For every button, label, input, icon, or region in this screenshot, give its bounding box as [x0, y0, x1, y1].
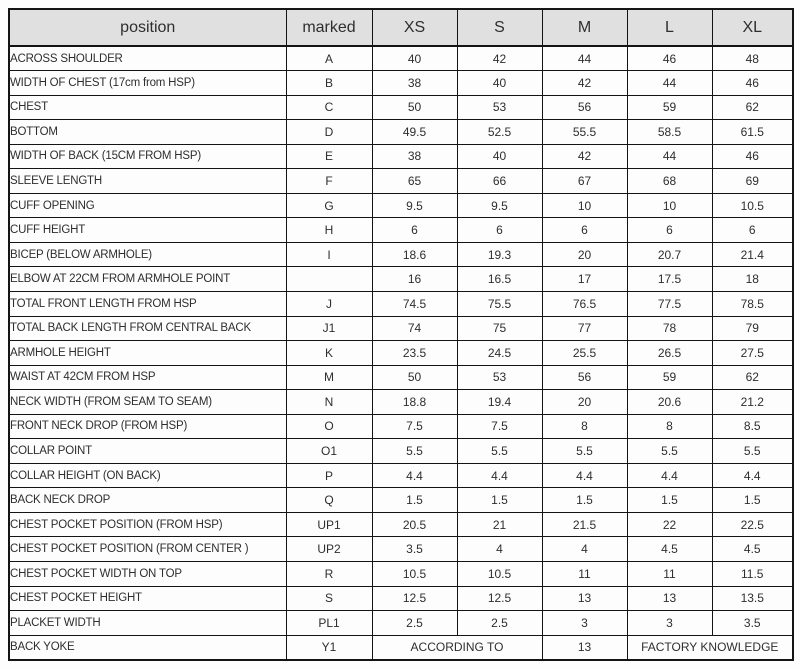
value-cell: 48 — [712, 46, 793, 71]
merged-value-cell: ACCORDING TO — [372, 635, 542, 660]
value-cell: 13 — [627, 586, 712, 611]
position-cell: WIDTH OF CHEST (17cm from HSP) — [9, 71, 286, 96]
value-cell: 50 — [372, 95, 457, 120]
value-cell: 44 — [542, 46, 627, 71]
table-row — [9, 611, 793, 636]
value-cell: 68 — [627, 169, 712, 194]
value-cell: 59 — [627, 365, 712, 390]
value-cell: 5.5 — [372, 439, 457, 464]
marked-cell: J1 — [286, 316, 372, 341]
value-cell: 23.5 — [372, 341, 457, 366]
value-cell: 55.5 — [542, 120, 627, 145]
table-row — [9, 414, 793, 439]
value-cell: 22 — [627, 512, 712, 537]
table-row — [9, 267, 793, 292]
value-cell: 49.5 — [372, 120, 457, 145]
table-row — [9, 218, 793, 243]
value-cell: 50 — [372, 365, 457, 390]
value-cell: 53 — [457, 365, 542, 390]
value-cell: 22.5 — [712, 512, 793, 537]
position-cell: ARMHOLE HEIGHT — [9, 341, 286, 366]
value-cell: 6 — [712, 218, 793, 243]
table-row — [9, 169, 793, 194]
value-cell: 76.5 — [542, 291, 627, 316]
value-cell: 20.5 — [372, 512, 457, 537]
table-row — [9, 512, 793, 537]
marked-cell: R — [286, 561, 372, 586]
marked-cell: UP2 — [286, 537, 372, 562]
value-cell: 27.5 — [712, 341, 793, 366]
value-cell: 56 — [542, 365, 627, 390]
value-cell: 10.5 — [372, 561, 457, 586]
value-cell: 21.2 — [712, 390, 793, 415]
position-cell: SLEEVE LENGTH — [9, 169, 286, 194]
value-cell: 46 — [712, 71, 793, 96]
value-cell: 19.3 — [457, 242, 542, 267]
value-cell: 20.6 — [627, 390, 712, 415]
value-cell: 1.5 — [627, 488, 712, 513]
marked-cell: I — [286, 242, 372, 267]
value-cell: 40 — [457, 144, 542, 169]
value-cell: 3.5 — [712, 611, 793, 636]
value-cell: 62 — [712, 365, 793, 390]
value-cell: 3.5 — [372, 537, 457, 562]
position-cell: CHEST POCKET POSITION (FROM HSP) — [9, 512, 286, 537]
position-cell: CUFF OPENING — [9, 193, 286, 218]
value-cell: 18.6 — [372, 242, 457, 267]
value-cell: 10.5 — [712, 193, 793, 218]
value-cell: 66 — [457, 169, 542, 194]
value-cell: 21 — [457, 512, 542, 537]
value-cell: 38 — [372, 71, 457, 96]
value-cell: 4 — [542, 537, 627, 562]
value-cell: 79 — [712, 316, 793, 341]
value-cell: 59 — [627, 95, 712, 120]
position-cell: TOTAL BACK LENGTH FROM CENTRAL BACK — [9, 316, 286, 341]
value-cell: 18 — [712, 267, 793, 292]
value-cell: 1.5 — [712, 488, 793, 513]
table-row — [9, 193, 793, 218]
value-cell: 4.4 — [627, 463, 712, 488]
value-cell: 18.8 — [372, 390, 457, 415]
value-cell: 52.5 — [457, 120, 542, 145]
size-spec-table — [8, 8, 794, 661]
table-row — [9, 316, 793, 341]
value-cell: 44 — [627, 144, 712, 169]
value-cell: 77.5 — [627, 291, 712, 316]
table-row — [9, 439, 793, 464]
value-cell: 10 — [627, 193, 712, 218]
marked-cell: PL1 — [286, 611, 372, 636]
value-cell: 69 — [712, 169, 793, 194]
column-header: marked — [286, 9, 372, 46]
position-cell: COLLAR HEIGHT (ON BACK) — [9, 463, 286, 488]
position-cell: PLACKET WIDTH — [9, 611, 286, 636]
table-header — [9, 9, 793, 46]
value-cell: 2.5 — [372, 611, 457, 636]
value-cell: 25.5 — [542, 341, 627, 366]
marked-cell: O — [286, 414, 372, 439]
column-header: XS — [372, 9, 457, 46]
value-cell: 3 — [627, 611, 712, 636]
value-cell: 9.5 — [372, 193, 457, 218]
value-cell: 16.5 — [457, 267, 542, 292]
table-row — [9, 586, 793, 611]
value-cell: 19.4 — [457, 390, 542, 415]
value-cell: 6 — [457, 218, 542, 243]
value-cell: 12.5 — [457, 586, 542, 611]
value-cell: 13.5 — [712, 586, 793, 611]
value-cell: 5.5 — [457, 439, 542, 464]
value-cell: 4.4 — [372, 463, 457, 488]
position-cell: CHEST POCKET POSITION (FROM CENTER ) — [9, 537, 286, 562]
position-cell: BACK YOKE — [9, 635, 286, 660]
value-cell: 74 — [372, 316, 457, 341]
marked-cell: N — [286, 390, 372, 415]
table-row — [9, 242, 793, 267]
marked-cell: B — [286, 71, 372, 96]
value-cell: 9.5 — [457, 193, 542, 218]
value-cell: 75 — [457, 316, 542, 341]
table-body — [9, 46, 793, 660]
value-cell: 5.5 — [712, 439, 793, 464]
value-cell: 12.5 — [372, 586, 457, 611]
marked-cell: D — [286, 120, 372, 145]
value-cell: 42 — [457, 46, 542, 71]
value-cell: 65 — [372, 169, 457, 194]
value-cell: 4.4 — [712, 463, 793, 488]
table-row — [9, 488, 793, 513]
position-cell: COLLAR POINT — [9, 439, 286, 464]
value-cell: 61.5 — [712, 120, 793, 145]
value-cell: 4.4 — [542, 463, 627, 488]
table-row — [9, 537, 793, 562]
table-row — [9, 291, 793, 316]
value-cell: 13 — [542, 586, 627, 611]
position-cell: TOTAL FRONT LENGTH FROM HSP — [9, 291, 286, 316]
marked-cell: A — [286, 46, 372, 71]
value-cell: 17.5 — [627, 267, 712, 292]
column-header: position — [9, 9, 286, 46]
position-cell: BOTTOM — [9, 120, 286, 145]
table-row — [9, 341, 793, 366]
marked-cell: J — [286, 291, 372, 316]
marked-cell: H — [286, 218, 372, 243]
value-cell: 78.5 — [712, 291, 793, 316]
table-row — [9, 365, 793, 390]
value-cell: 75.5 — [457, 291, 542, 316]
marked-cell: F — [286, 169, 372, 194]
value-cell: 42 — [542, 71, 627, 96]
table-row — [9, 463, 793, 488]
header-row — [9, 9, 793, 46]
value-cell: 1.5 — [457, 488, 542, 513]
position-cell: CUFF HEIGHT — [9, 218, 286, 243]
table-row-footer — [9, 635, 793, 660]
value-cell: 20 — [542, 242, 627, 267]
value-cell: 24.5 — [457, 341, 542, 366]
value-cell: 10 — [542, 193, 627, 218]
value-cell: 56 — [542, 95, 627, 120]
column-header: XL — [712, 9, 793, 46]
value-cell: 42 — [542, 144, 627, 169]
table-row — [9, 561, 793, 586]
marked-cell: Q — [286, 488, 372, 513]
marked-cell: UP1 — [286, 512, 372, 537]
marked-cell: K — [286, 341, 372, 366]
value-cell: 3 — [542, 611, 627, 636]
value-cell: 40 — [372, 46, 457, 71]
value-cell: 4.4 — [457, 463, 542, 488]
value-cell: 16 — [372, 267, 457, 292]
value-cell: 46 — [712, 144, 793, 169]
value-cell: 8 — [542, 414, 627, 439]
marked-cell: E — [286, 144, 372, 169]
value-cell: 8 — [627, 414, 712, 439]
value-cell: 58.5 — [627, 120, 712, 145]
marked-cell — [286, 267, 372, 292]
value-cell: 7.5 — [372, 414, 457, 439]
marked-cell: Y1 — [286, 635, 372, 660]
column-header: S — [457, 9, 542, 46]
position-cell: BACK NECK DROP — [9, 488, 286, 513]
column-header: L — [627, 9, 712, 46]
value-cell: 5.5 — [542, 439, 627, 464]
value-cell: 67 — [542, 169, 627, 194]
value-cell: 21.4 — [712, 242, 793, 267]
value-cell: 11 — [627, 561, 712, 586]
value-cell: 17 — [542, 267, 627, 292]
merged-value-cell: 13 — [542, 635, 627, 660]
position-cell: WIDTH OF BACK (15CM FROM HSP) — [9, 144, 286, 169]
marked-cell: C — [286, 95, 372, 120]
table-row — [9, 120, 793, 145]
table-row — [9, 46, 793, 71]
value-cell: 38 — [372, 144, 457, 169]
value-cell: 6 — [542, 218, 627, 243]
value-cell: 21.5 — [542, 512, 627, 537]
value-cell: 6 — [372, 218, 457, 243]
value-cell: 40 — [457, 71, 542, 96]
position-cell: WAIST AT 42CM FROM HSP — [9, 365, 286, 390]
value-cell: 74.5 — [372, 291, 457, 316]
value-cell: 53 — [457, 95, 542, 120]
value-cell: 20.7 — [627, 242, 712, 267]
marked-cell: O1 — [286, 439, 372, 464]
value-cell: 11.5 — [712, 561, 793, 586]
position-cell: BICEP (BELOW ARMHOLE) — [9, 242, 286, 267]
value-cell: 20 — [542, 390, 627, 415]
marked-cell: G — [286, 193, 372, 218]
position-cell: CHEST POCKET WIDTH ON TOP — [9, 561, 286, 586]
value-cell: 2.5 — [457, 611, 542, 636]
value-cell: 10.5 — [457, 561, 542, 586]
value-cell: 77 — [542, 316, 627, 341]
value-cell: 4 — [457, 537, 542, 562]
marked-cell: P — [286, 463, 372, 488]
table-row — [9, 95, 793, 120]
value-cell: 44 — [627, 71, 712, 96]
position-cell: ELBOW AT 22CM FROM ARMHOLE POINT — [9, 267, 286, 292]
merged-value-cell: FACTORY KNOWLEDGE — [627, 635, 793, 660]
position-cell: FRONT NECK DROP (FROM HSP) — [9, 414, 286, 439]
value-cell: 1.5 — [372, 488, 457, 513]
value-cell: 8.5 — [712, 414, 793, 439]
marked-cell: S — [286, 586, 372, 611]
value-cell: 4.5 — [627, 537, 712, 562]
position-cell: CHEST — [9, 95, 286, 120]
value-cell: 7.5 — [457, 414, 542, 439]
value-cell: 4.5 — [712, 537, 793, 562]
value-cell: 78 — [627, 316, 712, 341]
position-cell: ACROSS SHOULDER — [9, 46, 286, 71]
marked-cell: M — [286, 365, 372, 390]
column-header: M — [542, 9, 627, 46]
value-cell: 1.5 — [542, 488, 627, 513]
table-row — [9, 390, 793, 415]
table-row — [9, 144, 793, 169]
value-cell: 62 — [712, 95, 793, 120]
value-cell: 26.5 — [627, 341, 712, 366]
position-cell: NECK WIDTH (FROM SEAM TO SEAM) — [9, 390, 286, 415]
position-cell: CHEST POCKET HEIGHT — [9, 586, 286, 611]
table-row — [9, 71, 793, 96]
value-cell: 46 — [627, 46, 712, 71]
value-cell: 6 — [627, 218, 712, 243]
value-cell: 5.5 — [627, 439, 712, 464]
value-cell: 11 — [542, 561, 627, 586]
